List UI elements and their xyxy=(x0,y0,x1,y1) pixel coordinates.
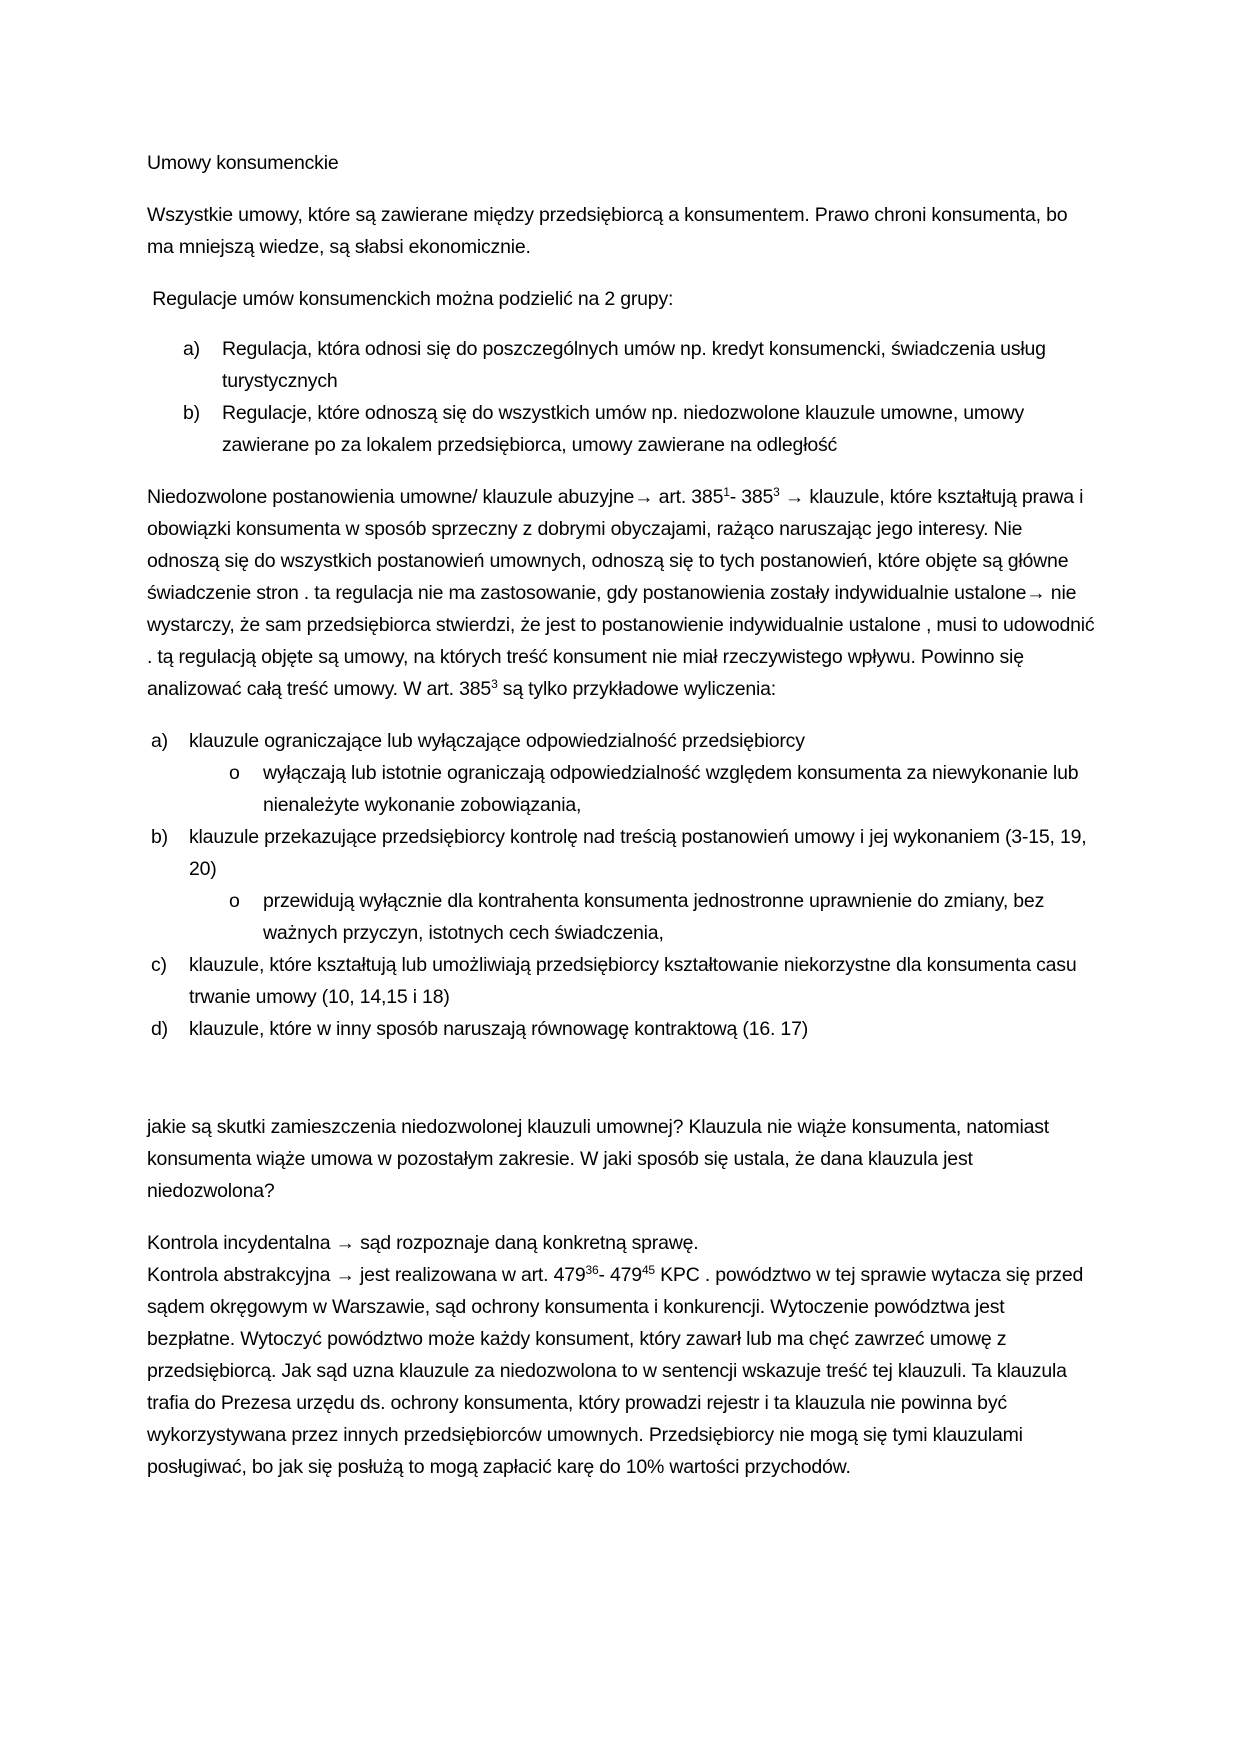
list-marker: a) xyxy=(151,730,168,752)
list-item xyxy=(147,821,1097,949)
document-title: Umowy konsumenckie xyxy=(147,152,339,174)
list-item-text: klauzule przekazujące przedsiębiorcy kontrolę nad treścią postanowień umowy i jej wykonaniem (3-15, 19, 20) xyxy=(189,826,1087,880)
superscript: 3 xyxy=(491,677,498,691)
effects-paragraph: jakie są skutki zamieszczenia niedozwolonej klauzuli umownej? Klauzula nie wiąże konsumenta, natomiast konsumenta wiąże umowa w pozostałym zakresie. W jaki sposób się ustala, że dana klauzula jest niedozwolona? xyxy=(147,1116,1049,1202)
list-item xyxy=(147,333,1097,397)
groups-list xyxy=(147,333,1097,461)
abstract-control-paragraph xyxy=(147,1259,1097,1483)
superscript: 45 xyxy=(641,1263,655,1277)
list-item-text: klauzule ograniczające lub wyłączające odpowiedzialność przedsiębiorcy xyxy=(189,730,805,752)
sub-list-item-text: przewidują wyłącznie dla kontrahenta konsumenta jednostronne uprawnienie do zmiany, bez ważnych przyczyn, istotnych cech świadczenia, xyxy=(263,890,1045,944)
list-marker: a) xyxy=(183,338,200,360)
text-span: Niedozwolone postanowienia umowne/ klauzule abuzyjne→ art. 385 xyxy=(147,486,724,508)
sub-list-item xyxy=(189,757,1097,821)
list-item-text: klauzule, które w inny sposób naruszają równowagę kontraktową (16. 17) xyxy=(189,1018,809,1040)
document-page xyxy=(147,147,1097,1483)
circle-bullet-icon: o xyxy=(229,890,240,912)
groups-heading: Regulacje umów konsumenckich można podzielić na 2 grupy: xyxy=(147,288,674,310)
abusive-clauses-paragraph xyxy=(147,481,1097,705)
superscript: 36 xyxy=(585,1263,599,1277)
sub-list xyxy=(189,757,1097,821)
incidental-control-line: Kontrola incydentalna → sąd rozpoznaje daną konkretną sprawę. xyxy=(147,1232,699,1254)
list-marker: c) xyxy=(151,954,167,976)
text-span: KPC . powództwo w tej sprawie wytacza się przed sądem okręgowym w Warszawie, sąd ochrony konsumenta i konkurencji. Wytoczenie powództwa jest bezpłatne. Wytoczyć powództwo może każdy konsument, który zawarł lub ma chęć zawrzeć umowę z przedsiębiorcą. Jak sąd uzna klauzule za niedozwolona to w sentencji wskazuje treść tej klauzuli. Ta klauzula trafia do Prezesa urzędu ds. ochrony konsumenta, który prowadzi rejestr i ta klauzula nie powinna być wykorzystywana przez innych przedsiębiorców umownych. Przedsiębiorcy nie mogą się tymi klauzulami posługiwać, bo jak się posłużą to mogą zapłacić karę do 10% wartości przychodów. xyxy=(147,1264,1084,1478)
text-span: - 479 xyxy=(598,1264,642,1286)
sub-list-item-text: wyłączają lub istotnie ograniczają odpowiedzialność względem konsumenta za niewykonanie lub nienależyte wykonanie zobowiązania, xyxy=(263,762,1079,816)
list-item-text: Regulacja, która odnosi się do poszczególnych umów np. kredyt konsumencki, świadczenia usług turystycznych xyxy=(222,338,1046,392)
list-item xyxy=(147,949,1097,1013)
text-span: - 385 xyxy=(729,486,774,508)
text-span: Kontrola abstrakcyjna → jest realizowana w art. 479 xyxy=(147,1264,586,1286)
list-item xyxy=(147,397,1097,461)
text-span: są tylko przykładowe wyliczenia: xyxy=(497,678,776,700)
superscript: 1 xyxy=(723,485,730,499)
list-item-text: Regulacje, które odnoszą się do wszystkich umów np. niedozwolone klauzule umowne, umowy zawierane po za lokalem przedsiębiorca, umowy zawierane na odległość xyxy=(222,402,1025,456)
circle-bullet-icon: o xyxy=(229,762,240,784)
text-span: → klauzule, które kształtują prawa i obowiązki konsumenta w sposób sprzeczny z dobrymi obyczajami, rażąco naruszając jego interesy. Nie odnoszą się do wszystkich postanowień umownych, odnoszą się to tych postanowień, które objęte są główne świadczenie stron . ta regulacja nie ma zastosowanie, gdy postanowienia zostały indywidualnie ustalone→ nie wystarczy, że sam przedsiębiorca stwierdzi, że jest to postanowienie indywidualnie ustalone , musi to udowodnić . tą regulacją objęte są umowy, na których treść konsument nie miał rzeczywistego wpływu. Powinno się analizować całą treść umowy. W art. 385 xyxy=(147,486,1095,700)
sub-list-item xyxy=(189,885,1097,949)
list-marker: b) xyxy=(151,826,168,848)
blank-space xyxy=(147,1045,1097,1111)
list-marker: b) xyxy=(183,402,200,424)
list-marker: d) xyxy=(151,1018,168,1040)
list-item xyxy=(147,1013,1097,1045)
list-item xyxy=(147,725,1097,821)
clauses-list xyxy=(147,725,1097,1045)
superscript: 3 xyxy=(773,485,780,499)
list-item-text: klauzule, które kształtują lub umożliwiają przedsiębiorcy kształtowanie niekorzystne dla konsumenta casu trwanie umowy (10, 14,15 i 18) xyxy=(189,954,1077,1008)
sub-list xyxy=(189,885,1097,949)
intro-paragraph: Wszystkie umowy, które są zawierane między przedsiębiorcą a konsumentem. Prawo chroni konsumenta, bo ma mniejszą wiedze, są słabsi ekonomicznie. xyxy=(147,204,1068,258)
